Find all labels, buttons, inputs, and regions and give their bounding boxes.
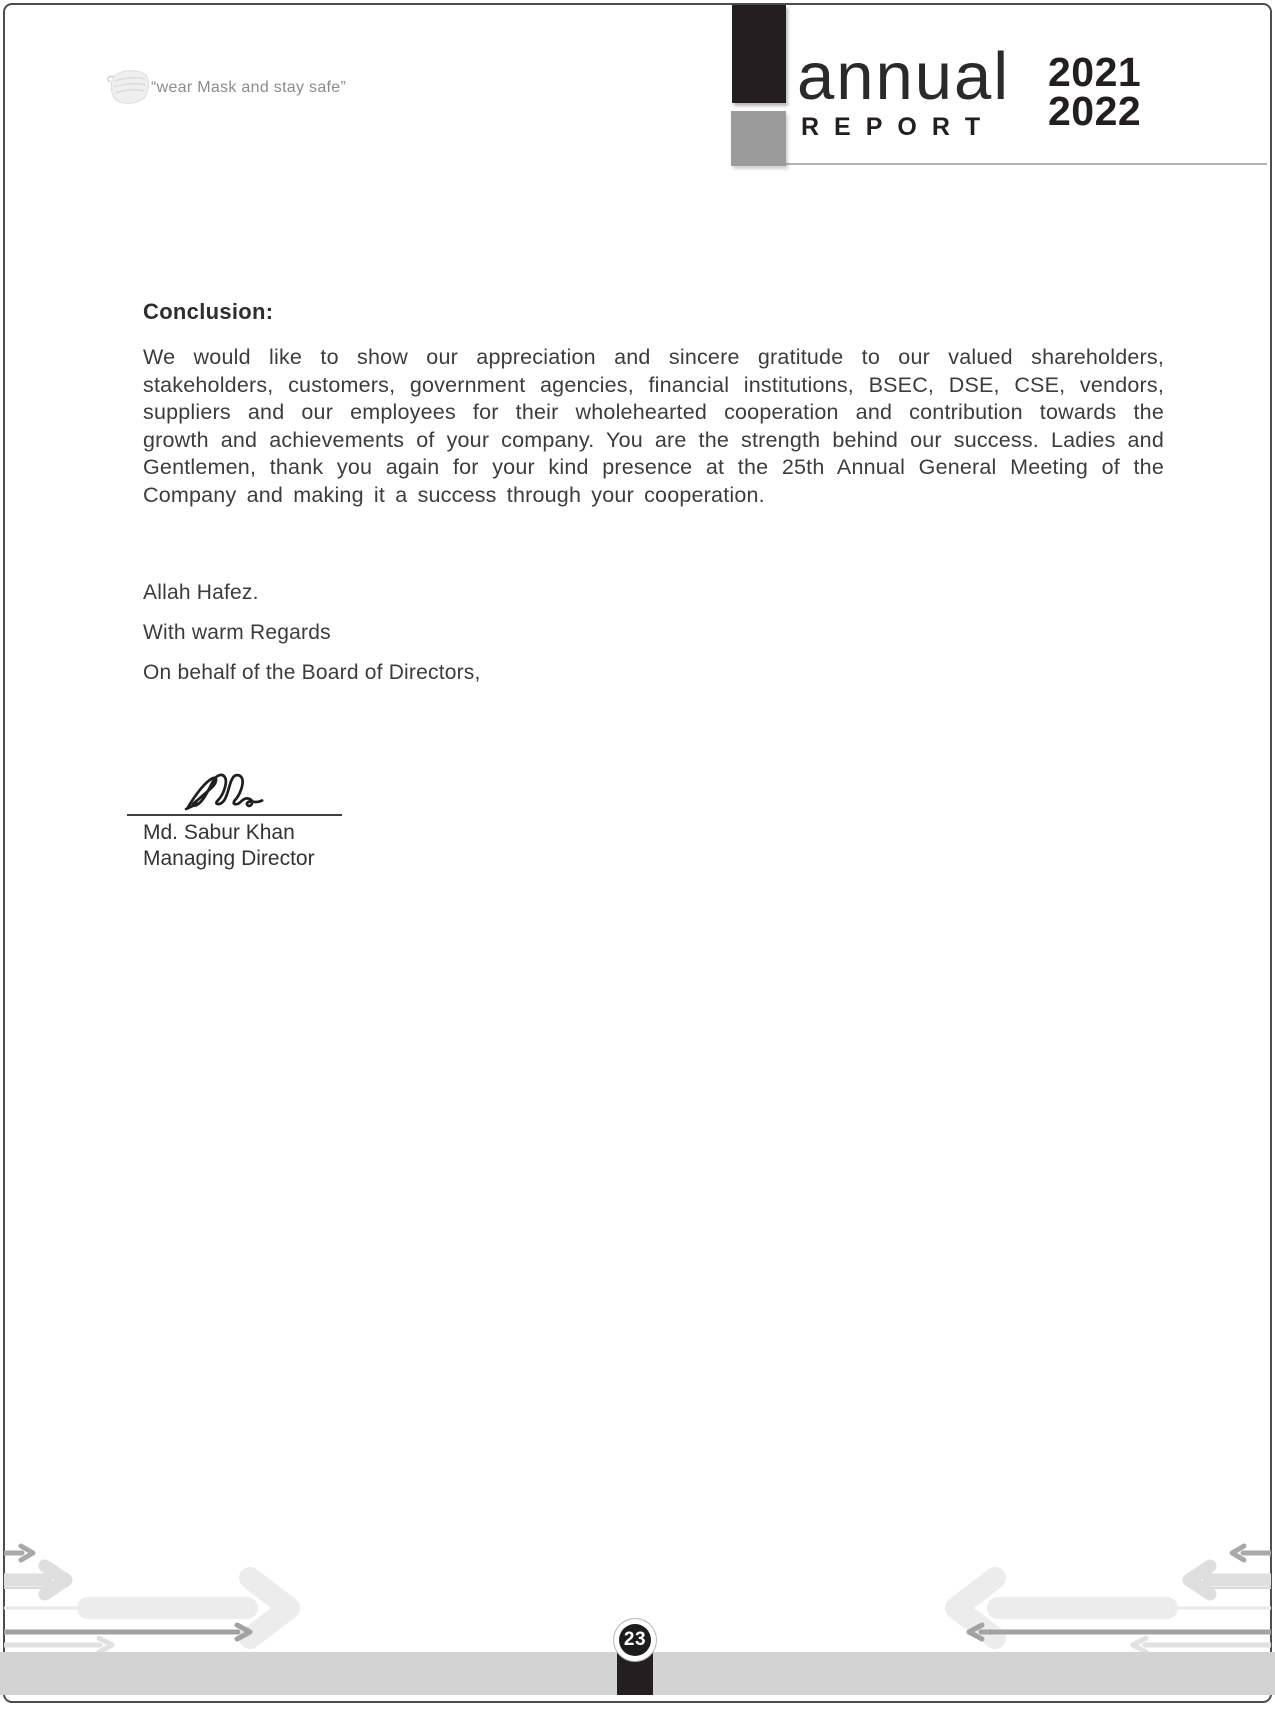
closing-on-behalf: On behalf of the Board of Directors,	[143, 661, 481, 684]
logo-report-text: REPORT	[801, 113, 996, 141]
page-number: 23	[619, 1624, 651, 1656]
conclusion-paragraph: We would like to show our appreciation and sincere gratitude to our valued shareholders, stakeholders, customers, government agencies, financial institutions, BSEC, DSE, CSE, vendors, suppliers and our employees for their wholehearted cooperation and contribution towards the growth and achievements of your company. You are the strength behind our success. Ladies and Gentlemen, thank you again for your kind presence at the 25th Annual General Meeting of the Company and making it a success through your cooperation.	[143, 345, 1164, 507]
conclusion-heading: Conclusion:	[143, 299, 274, 324]
signature-scribble	[184, 768, 279, 814]
header-gray-block	[731, 111, 786, 166]
logo-year-bottom: 2022	[1048, 88, 1142, 134]
logo-annual-text: annual	[797, 39, 1011, 114]
closing-warm-regards: With warm Regards	[143, 621, 331, 644]
face-mask-icon	[106, 66, 152, 108]
arrow-decoration-left	[4, 1538, 304, 1652]
logo-year-top: 2021	[1048, 49, 1142, 95]
header-underline	[731, 163, 1267, 165]
page-number-badge	[614, 1619, 656, 1661]
signatory-name: Md. Sabur Khan	[143, 821, 295, 844]
signatory-title: Managing Director	[143, 847, 315, 870]
header-black-block	[732, 5, 786, 103]
closing-allah-hafez: Allah Hafez.	[143, 581, 259, 604]
arrow-decoration-right	[941, 1538, 1271, 1652]
logo-years	[1048, 49, 1142, 134]
mask-safety-note: “wear Mask and stay safe”	[151, 79, 347, 96]
signature-line	[127, 814, 342, 816]
